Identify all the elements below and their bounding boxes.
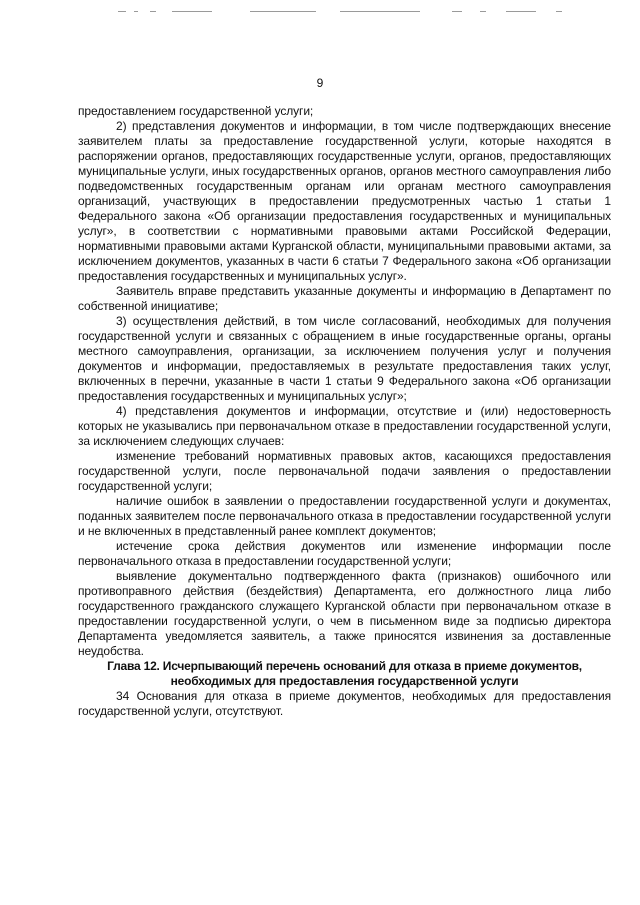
page-number: 9 [316,76,324,90]
paragraph: предоставлением государственной услуги; [78,104,314,118]
paragraph: Заявитель вправе представить указанные документы и информацию в Департамент по собственной инициативе; [78,284,611,313]
paragraph: выявление документально подтвержденного факта (признаков) ошибочного или противоправного действия (бездействия) Департамента, его должностного лица либо государственного гражданского служащего Курганской области при первоначальном отказе в предоставлении государственной услуги, о чем в письменном виде за подписью директора Департамента уведомляется заявитель, а также приносятся извинения за доставленные неудобства. [78,569,611,658]
paragraph: истечение срока действия документов или изменение информации после первоначального отказа в предоставлении государственной услуги; [78,539,611,568]
paragraph: 2) представления документов и информации, в том числе подтверждающих внесение заявителем платы за предоставление государственной услуги, которые находятся в распоряжении органов, предоставляющих государственные услуги, органов, предоставляющих муниципальные услуги, иных государственных органов, органов местного самоуправления либо подведомственных государственным органам или органам местного самоуправления организаций, участвующих в предоставлении предусмотренных частью 1 статьи 1 Федерального закона «Об организации предоставления государственных и муниципальных услуг», в соответствии с нормативными правовыми актами Российской Федерации, нормативными правовыми актами Курганской области, муниципальными правовыми актами, за исключением документов, указанных в части 6 статьи 7 Федерального закона «Об организации предоставления государственных и муниципальных услуг». [78,119,611,283]
paragraph: 34 Основания для отказа в приеме документов, необходимых для предоставления государственной услуги, отсутствуют. [78,689,611,718]
chapter-heading: Глава 12. Исчерпывающий перечень оснований для отказа в приеме документов, необходимых для предоставления государственной услуги [107,659,582,688]
paragraph: наличие ошибок в заявлении о предоставлении государственной услуги и документах, поданных заявителем после первоначального отказа в предоставлении государственной услуги и не включенных в представленный ранее комплект документов; [78,494,611,538]
paragraph: 4) представления документов и информации, отсутствие и (или) недостоверность которых не указывались при первоначальном отказе в предоставлении государственной услуги, за исключением следующих случаев: [78,404,611,448]
scan-artifact [0,0,640,24]
paragraph: 3) осуществления действий, в том числе согласований, необходимых для получения государственной услуги и связанных с обращением в иные государственные органы, органы местного самоуправления, организации, за исключением получения услуг и получения документов и информации, предоставляемых в результате предоставления таких услуг, включенных в перечни, указанные в части 1 статьи 9 Федерального закона «Об организации предоставления государственных и муниципальных услуг»; [78,314,611,403]
paragraph: изменение требований нормативных правовых актов, касающихся предоставления государственной услуги, после первоначальной подачи заявления о предоставлении государственной услуги; [78,449,611,493]
document-body [78,104,611,719]
